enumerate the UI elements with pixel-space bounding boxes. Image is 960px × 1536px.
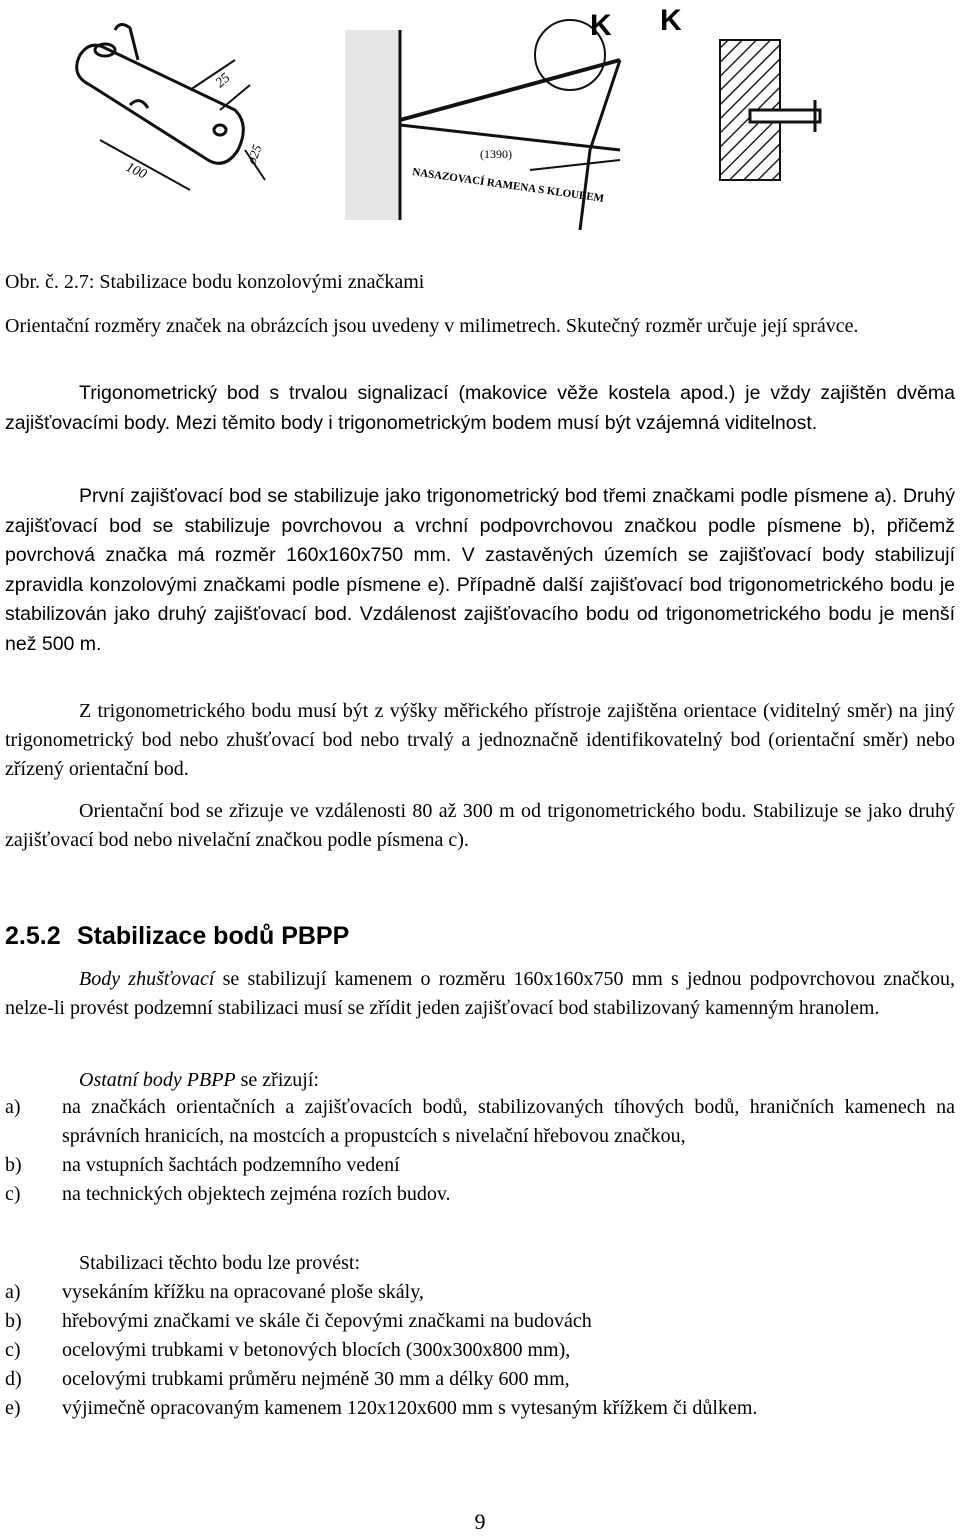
list-text: výjimečně opracovaným kamenem 120x120x600 mm s vytesaným křížkem či důlkem. — [62, 1397, 758, 1419]
dimension-100: 100 — [123, 160, 149, 183]
list-text: na značkách orientačních a zajišťovacích bodů, stabilizovaných tíhových bodů, hraničních kamenech na správních hranicích, na mostcích a propustcích s nivelační hřebovou značkou, — [62, 1096, 955, 1147]
term-ostatni-body: Ostatní body PBPP — [79, 1069, 236, 1091]
konzolove-znacky-figure — [60, 0, 960, 230]
list-item — [5, 1365, 955, 1394]
list-marker: c) — [5, 1183, 21, 1205]
cylinder-mark-drawing — [77, 24, 265, 190]
dimension-1390: (1390) — [480, 147, 512, 161]
section-title: Stabilizace bodů PBPP — [77, 922, 350, 950]
list-text: ocelovými trubkami průměru nejméně 30 mm a délky 600 mm, — [62, 1368, 570, 1390]
list-title: Stabilizaci těchto bodu lze provést: — [79, 1252, 361, 1274]
list-marker: e) — [5, 1397, 21, 1419]
paragraph-orientation: Z trigonometrického bodu musí být z výšky měřického přístroje zajištěna orientace (viditelný směr) na jiný trigonometrický bod nebo zhušťovací bod nebo trvalý a jednoznačně identifikovatelný bod (orientační směr) nebo zřízený orientační bod. — [5, 700, 955, 780]
section-heading — [5, 919, 349, 953]
list-text: na technických objektech zejména rozích budov. — [62, 1183, 451, 1205]
paragraph-orientation-point: Orientační bod se zřizuje ve vzdálenosti 80 až 300 m od trigonometrického bodu. Stabilizuje se jako druhý zajišťovací bod nebo nivelační značkou podle písmena c). — [5, 800, 955, 851]
list-marker: c) — [5, 1339, 21, 1361]
dimension-diameter: ø25 — [243, 142, 265, 167]
list-text: vysekáním křížku na opracované ploše skály, — [62, 1281, 424, 1303]
paragraph-other-points — [79, 1066, 319, 1094]
list-marker: d) — [5, 1368, 22, 1390]
list-item — [5, 1180, 955, 1209]
list-item — [5, 1278, 955, 1307]
figure-caption: Obr. č. 2.7: Stabilizace bodu konzolovými značkami — [5, 271, 425, 293]
arm-label: NASAZOVACÍ RAMENA S KLOUBEM — [411, 166, 605, 205]
paragraph-securing-points: První zajišťovací bod se stabilizuje jako trigonometrický bod třemi značkami podle písmene a). Druhý zajišťovací bod se stabilizuje povrchovou a vrchní podpovrchovou značkou podle písmene b), přičemž povrchová značka má rozměr 160x160x750 mm. V zastavěných územích se zajišťovací body stabilizují zpravidla konzolovými značkami podle písmene e). Případně další zajišťovací bod trigonometrického bodu je stabilizován jako druhý zajišťovací bod. Vzdálenost zajišťovacího bodu od trigonometrického bodu je menší než 500 m. — [5, 485, 955, 655]
term-body-zhustovaci: Body zhušťovací — [79, 968, 215, 990]
list-item — [5, 1151, 955, 1180]
list-marker: a) — [5, 1281, 21, 1303]
list-item — [5, 1093, 955, 1151]
label-k-first: K — [590, 9, 612, 42]
wall-detail-drawing — [720, 40, 820, 180]
list-item — [5, 1307, 955, 1336]
list-marker: b) — [5, 1310, 22, 1332]
paragraph-trig-point: Trigonometrický bod s trvalou signalizací (makovice věže kostela apod.) je vždy zajištěn dvěma zajišťovacími body. Mezi těmito body i trigonometrickým bodem musí být vzájemná viditelnost. — [5, 382, 955, 434]
list-stabilization-methods — [5, 1249, 955, 1423]
label-k-second: K — [660, 4, 682, 37]
list-item — [5, 1394, 955, 1423]
paragraph-densification — [5, 965, 955, 1023]
figure-drawing — [60, 0, 960, 230]
list-text: ocelovými trubkami v betonových blocích (300x300x800 mm), — [62, 1339, 571, 1361]
list-placement — [5, 1093, 955, 1209]
section-number: 2.5.2 — [5, 922, 61, 950]
list-text: na vstupních šachtách podzemního vedení — [62, 1154, 400, 1176]
list-item — [5, 1336, 955, 1365]
list-marker: a) — [5, 1096, 21, 1118]
paragraph-densification-text: se stabilizují kamenem o rozměru 160x160x750 mm s jednou podpovrchovou značkou, nelze-li provést podzemní stabilizaci musí se zřídit jeden zajišťovací bod stabilizovaný kamenným hranolem. — [5, 968, 955, 1019]
list-marker: b) — [5, 1154, 22, 1176]
paragraph-dimensions: Orientační rozměry značek na obrázcích jsou uvedeny v milimetrech. Skutečný rozměr určuje její správce. — [5, 315, 859, 337]
dimension-25: 25 — [212, 70, 234, 92]
paragraph-other-points-text: se zřizují: — [235, 1069, 319, 1091]
list-text: hřebovými značkami ve skále či čepovými značkami na budovách — [62, 1310, 592, 1332]
page-number: 9 — [474, 1509, 486, 1534]
